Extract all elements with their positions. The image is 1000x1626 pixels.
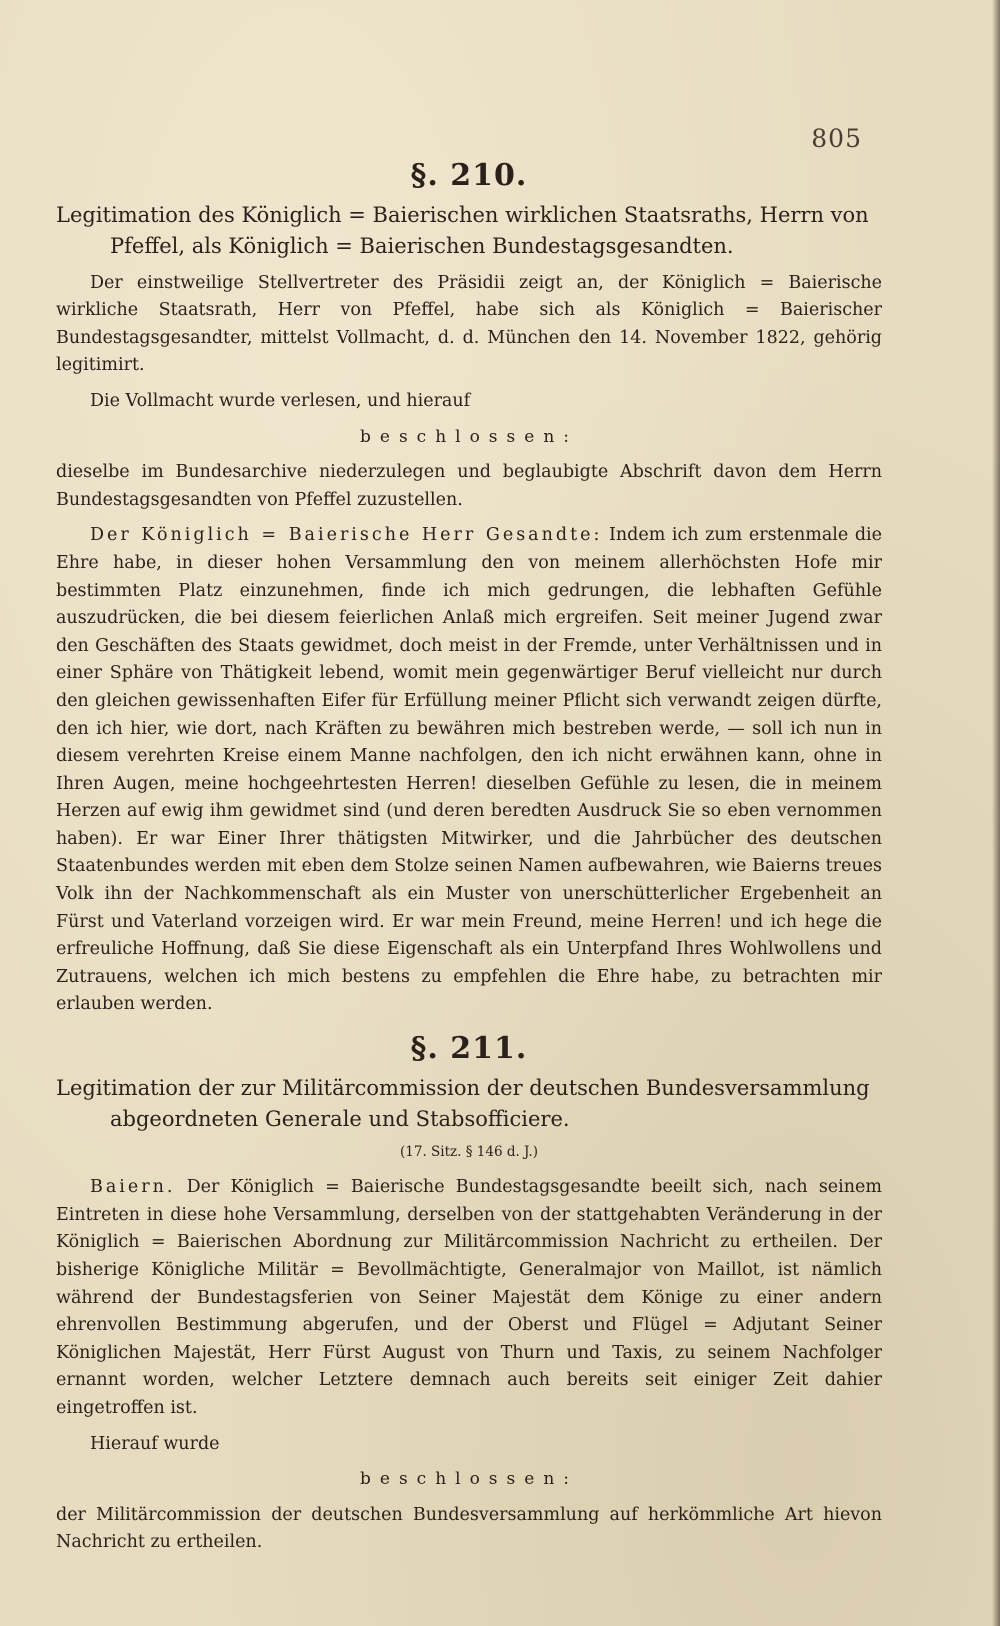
section-211: [56, 1031, 882, 1557]
section-210-speech-text: Indem ich zum erstenmale die Ehre habe, in dieser hohen Versammlung den von meinem allerhöchsten Hofe mir bestimmten Platz einzunehmen, finde ich mich gedrungen, die lebhaften Gefühle auszudrücken, die bei diesem feierlichen Anlaß mich ergreifen. Seit meiner Jugend zwar den Geschäften des Staats gewidmet, doch meist in der Fremde, unter Verhältnissen und in einer Sphäre von Thätigkeit lebend, womit mein gegenwärtiger Beruf vielleicht nur durch den gleichen gewissenhaften Eifer für Erfüllung meiner Pflicht sich verwandt zeigen dürfte, den ich hier, wie dort, nach Kräften zu bewähren mich bestreben werde, — soll ich nun in diesem verehrten Kreise einem Manne nachfolgen, den ich nicht erwähnen kann, ohne in Ihren Augen, meine hochgeehrtesten Herren! dieselben Gefühle zu lesen, die in meinem Herzen auf ewig ihm gewidmet sind (und deren beredten Ausdruck Sie so eben vernommen haben). Er war Einer Ihrer thätigsten Mitwirker, und die Jahrbücher des deutschen Staatenbundes werden mit eben dem Stolze seinen Namen aufbewahren, wie Baierns treues Volk ihn der Nachkommenschaft als ein Muster von unerschütterlicher Ergebenheit an Fürst und Vaterland vorzeigen wird. Er war mein Freund, meine Herren! und ich hege die erfreuliche Hoffnung, daß Sie diese Eigenschaft als ein Unterpfand Ihres Wohlwollens und Zutrauens, welchen ich mich bestens zu empfehlen die Ehre habe, zu betrachten mir erlauben werden.: [56, 525, 882, 1015]
section-210-number: §. 210.: [410, 158, 528, 193]
section-211-paragraph-3: der Militärcommission der deutschen Bundesversammlung auf herkömmliche Art hievon Nachricht zu ertheilen.: [56, 1504, 882, 1553]
bottom-margin: [56, 1565, 882, 1575]
section-210-heading: Legitimation des Königlich = Baierischen wirklichen Staatsraths, Herrn von Pfeffel, als Königlich = Baierischen Bundestagsgesandten.: [56, 202, 869, 258]
section-210-speaker: Der Königlich = Baierische Herr Gesandte:: [90, 525, 603, 546]
section-210-paragraph-1: Der einstweilige Stellvertreter des Präsidii zeigt an, der Königlich = Baierische wirkliche Staatsrath, Herr von Pfeffel, habe sich als Königlich = Baierischer Bundestagsgesandter, mittelst Vollmacht, d. d. München den 14. November 1822, gehörig legitimirt.: [56, 272, 882, 376]
page-number: 805: [811, 124, 862, 153]
section-211-paragraph-2: Hierauf wurde: [90, 1433, 220, 1454]
page-edge-shadow: [992, 0, 1000, 1626]
section-211-heading: Legitimation der zur Militärcommission der deutschen Bundesversammlung abgeordneten Generale und Stabsofficiere.: [56, 1075, 870, 1131]
section-210-paragraph-2: Die Vollmacht wurde verlesen, und hierauf: [90, 390, 471, 411]
section-210-resolution-label: beschlossen:: [360, 426, 578, 447]
section-210-speech: [56, 522, 882, 1019]
section-211-number: §. 211.: [410, 1031, 528, 1067]
section-211-paragraph-1-text: Der Königlich = Baierische Bundestagsgesandte beeilt sich, nach seinem Eintreten in diese hohe Versammlung, derselben von der stattgehabten Veränderung in der Königlich = Baierischen Abordnung zur Militärcommission Nachricht zu ertheilen. Der bisherige Königliche Militär = Bevollmächtigte, Generalmajor von Maillot, ist nämlich während der Bundestagsferien von Seiner Majestät dem Könige zu einer andern ehrenvollen Bestimmung abgerufen, und der Oberst und Flügel = Adjutant Seiner Königlichen Majestät, Herr Fürst August von Thurn und Taxis, zu seinem Nachfolger ernannt worden, welcher Letztere demnach auch bereits seit einiger Zeit dahier eingetroffen ist.: [56, 1177, 882, 1418]
section-211-reference: (17. Sitz. § 146 d. J.): [400, 1143, 538, 1160]
page-body: [56, 118, 882, 1575]
section-211-paragraph-1: [56, 1174, 882, 1422]
section-211-state-label: Baiern.: [90, 1177, 176, 1198]
section-210-paragraph-3: dieselbe im Bundesarchive niederzulegen und beglaubigte Abschrift davon dem Herrn Bundestagsgesandten von Pfeffel zuzustellen.: [56, 462, 882, 510]
section-211-resolution-label: beschlossen:: [360, 1469, 578, 1490]
